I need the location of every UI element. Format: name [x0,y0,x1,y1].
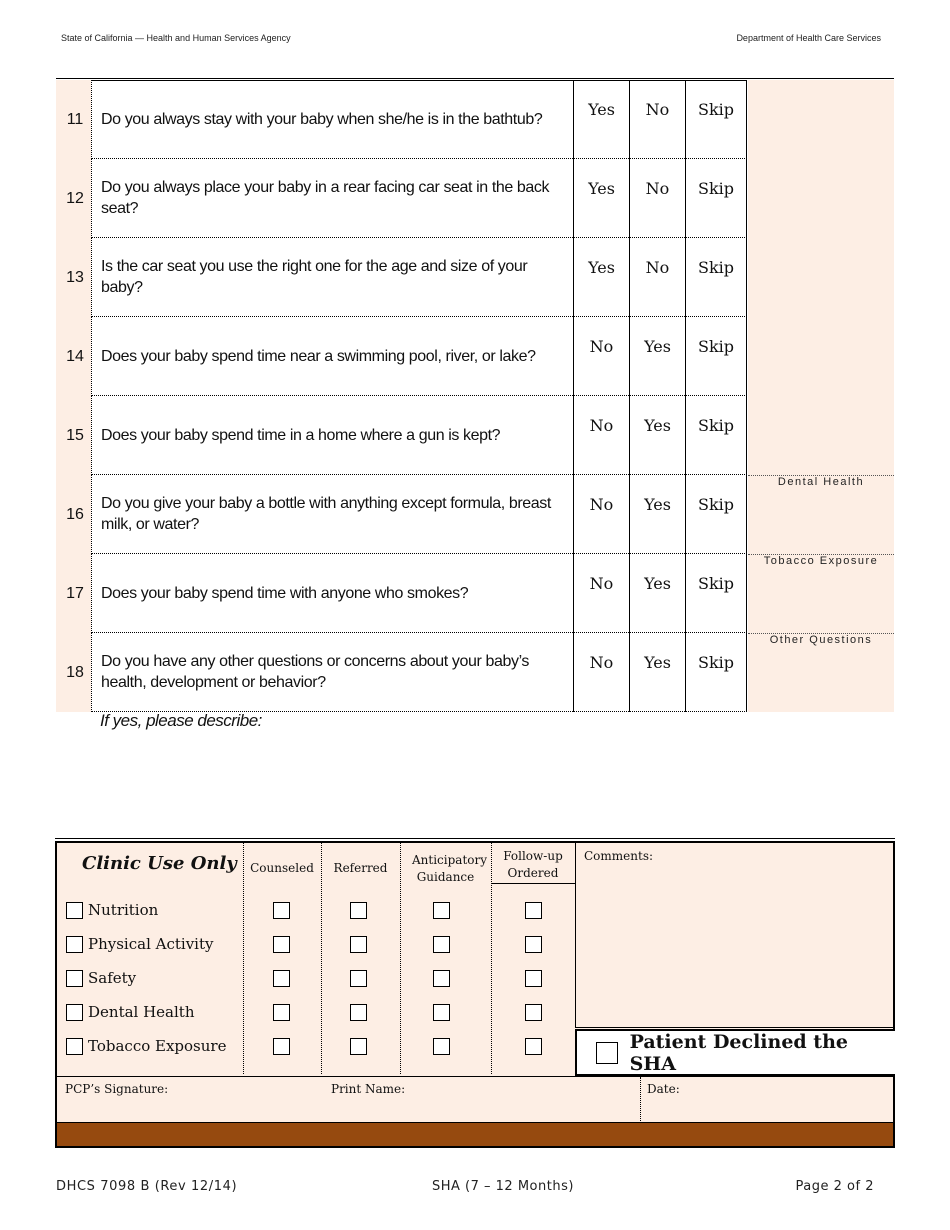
action-checkbox[interactable] [350,970,367,987]
answer-option[interactable]: Skip [685,554,747,633]
clinic-row-label[interactable] [66,935,213,953]
clinic-column-header: Referred [333,861,388,875]
action-checkbox[interactable] [525,1038,542,1055]
topic-column [748,633,894,712]
question-text: Do you always stay with your baby when she/he is in the bathtub? [91,80,573,159]
topic-checkbox[interactable] [66,936,83,953]
clinic-row-label[interactable] [66,1037,226,1055]
answer-option[interactable]: No [573,475,629,554]
topic-column [748,554,894,633]
question-text: Do you give your baby a bottle with anything except formula, breast milk, or water? [91,475,573,554]
clinic-row-label[interactable] [66,969,136,987]
comments-label: Comments: [584,849,654,863]
clinic-use-box [55,841,895,1148]
question-row [56,633,894,712]
question-row [56,475,894,554]
print-name-label: Print Name: [331,1082,406,1096]
clinic-row-label[interactable] [66,901,158,919]
topic-column [748,396,894,475]
question-number: 18 [56,633,91,712]
topic-column [748,475,894,554]
signature-row [57,1076,895,1122]
answer-option[interactable]: Yes [629,475,685,554]
patient-declined-checkbox[interactable] [596,1042,618,1064]
question-row [56,396,894,475]
date-label: Date: [647,1082,680,1096]
question-number: 16 [56,475,91,554]
question-text: Does your baby spend time near a swimming pool, river, or lake? [91,317,573,396]
topic-name: Nutrition [88,901,159,919]
answer-option[interactable]: No [573,554,629,633]
question-number: 17 [56,554,91,633]
action-checkbox[interactable] [273,1038,290,1055]
date-divider [640,1077,641,1123]
answer-option[interactable]: Yes [573,159,629,238]
question-row [56,80,894,159]
topic-name: Physical Activity [88,935,214,953]
question-number: 12 [56,159,91,238]
action-checkbox[interactable] [350,902,367,919]
topic-checkbox[interactable] [66,1038,83,1055]
clinic-top-line [55,838,895,839]
column-divider [321,843,322,1074]
clinic-column-header: Counseled [250,861,314,875]
action-checkbox[interactable] [433,936,450,953]
bottom-color-bar [57,1122,893,1146]
action-checkbox[interactable] [433,1004,450,1021]
answer-option[interactable]: Skip [685,80,747,159]
topic-label: Tobacco Exposure [763,555,879,567]
patient-declined-option[interactable] [575,1029,895,1076]
question-text: Is the car seat you use the right one for the age and size of your baby? [91,238,573,317]
action-checkbox[interactable] [433,1038,450,1055]
answer-option[interactable]: Yes [629,554,685,633]
answer-option[interactable]: Yes [629,317,685,396]
header-divider [56,78,894,79]
action-checkbox[interactable] [525,1004,542,1021]
answer-option[interactable]: Yes [573,80,629,159]
action-checkbox[interactable] [525,902,542,919]
answer-option[interactable]: No [629,238,685,317]
describe-prompt: If yes, please describe: [100,711,262,730]
answer-option[interactable]: No [629,80,685,159]
answer-option[interactable]: Skip [685,475,747,554]
answer-option[interactable]: No [629,159,685,238]
form-title: SHA (7 – 12 Months) [432,1179,574,1194]
question-text: Do you have any other questions or concerns about your baby’s health, development or behavior? [91,633,573,712]
topic-name: Tobacco Exposure [88,1037,227,1055]
clinic-column-header: Anticipatory Guidance [412,853,488,884]
action-checkbox[interactable] [350,1038,367,1055]
question-text: Does your baby spend time with anyone who smokes? [91,554,573,633]
patient-declined-label: Patient Declined the SHA [629,1030,848,1075]
question-text: Do you always place your baby in a rear facing car seat in the back seat? [91,159,573,238]
action-checkbox[interactable] [350,1004,367,1021]
answer-option[interactable]: Skip [685,396,747,475]
question-number: 15 [56,396,91,475]
topic-column [748,80,894,159]
question-row [56,554,894,633]
topic-name: Dental Health [88,1003,195,1021]
answer-option[interactable]: Skip [685,317,747,396]
action-checkbox[interactable] [273,936,290,953]
topic-checkbox[interactable] [66,1004,83,1021]
topic-checkbox[interactable] [66,902,83,919]
answer-option[interactable]: No [573,633,629,712]
question-text: Does your baby spend time in a home where a gun is kept? [91,396,573,475]
topic-column [748,317,894,396]
clinic-column-header: Follow-up Ordered [503,849,563,880]
answer-option[interactable]: Skip [685,159,747,238]
action-checkbox[interactable] [433,902,450,919]
followup-header-underline [491,883,575,884]
action-checkbox[interactable] [433,970,450,987]
action-checkbox[interactable] [273,970,290,987]
pcp-signature-label: PCP’s Signature: [65,1082,169,1096]
topic-label: Other Questions [769,634,873,646]
answer-option[interactable]: Yes [573,238,629,317]
action-checkbox[interactable] [273,1004,290,1021]
question-number: 11 [56,80,91,159]
comments-field[interactable] [575,843,895,1028]
topic-name: Safety [88,969,137,987]
answer-option[interactable]: No [573,317,629,396]
clinic-use-title: Clinic Use Only [82,853,237,874]
topic-column [748,238,894,317]
action-checkbox[interactable] [273,902,290,919]
department-name: Department of Health Care Services [736,33,881,43]
question-number: 14 [56,317,91,396]
topic-label: Dental Health [777,476,865,488]
action-checkbox[interactable] [525,936,542,953]
question-number: 13 [56,238,91,317]
answer-option[interactable]: Yes [629,396,685,475]
answer-option[interactable]: Skip [685,633,747,712]
question-row [56,317,894,396]
column-divider [243,843,244,1074]
clinic-row-label[interactable] [66,1003,195,1021]
answer-option[interactable]: Skip [685,238,747,317]
answer-option[interactable]: No [573,396,629,475]
form-id: DHCS 7098 B (Rev 12/14) [56,1179,238,1194]
action-checkbox[interactable] [525,970,542,987]
question-row [56,159,894,238]
question-row [56,238,894,317]
action-checkbox[interactable] [350,936,367,953]
agency-name: State of California — Health and Human Services Agency [61,33,291,43]
topic-checkbox[interactable] [66,970,83,987]
topic-column [748,159,894,238]
answer-option[interactable]: Yes [629,633,685,712]
page-number: Page 2 of 2 [795,1179,874,1194]
